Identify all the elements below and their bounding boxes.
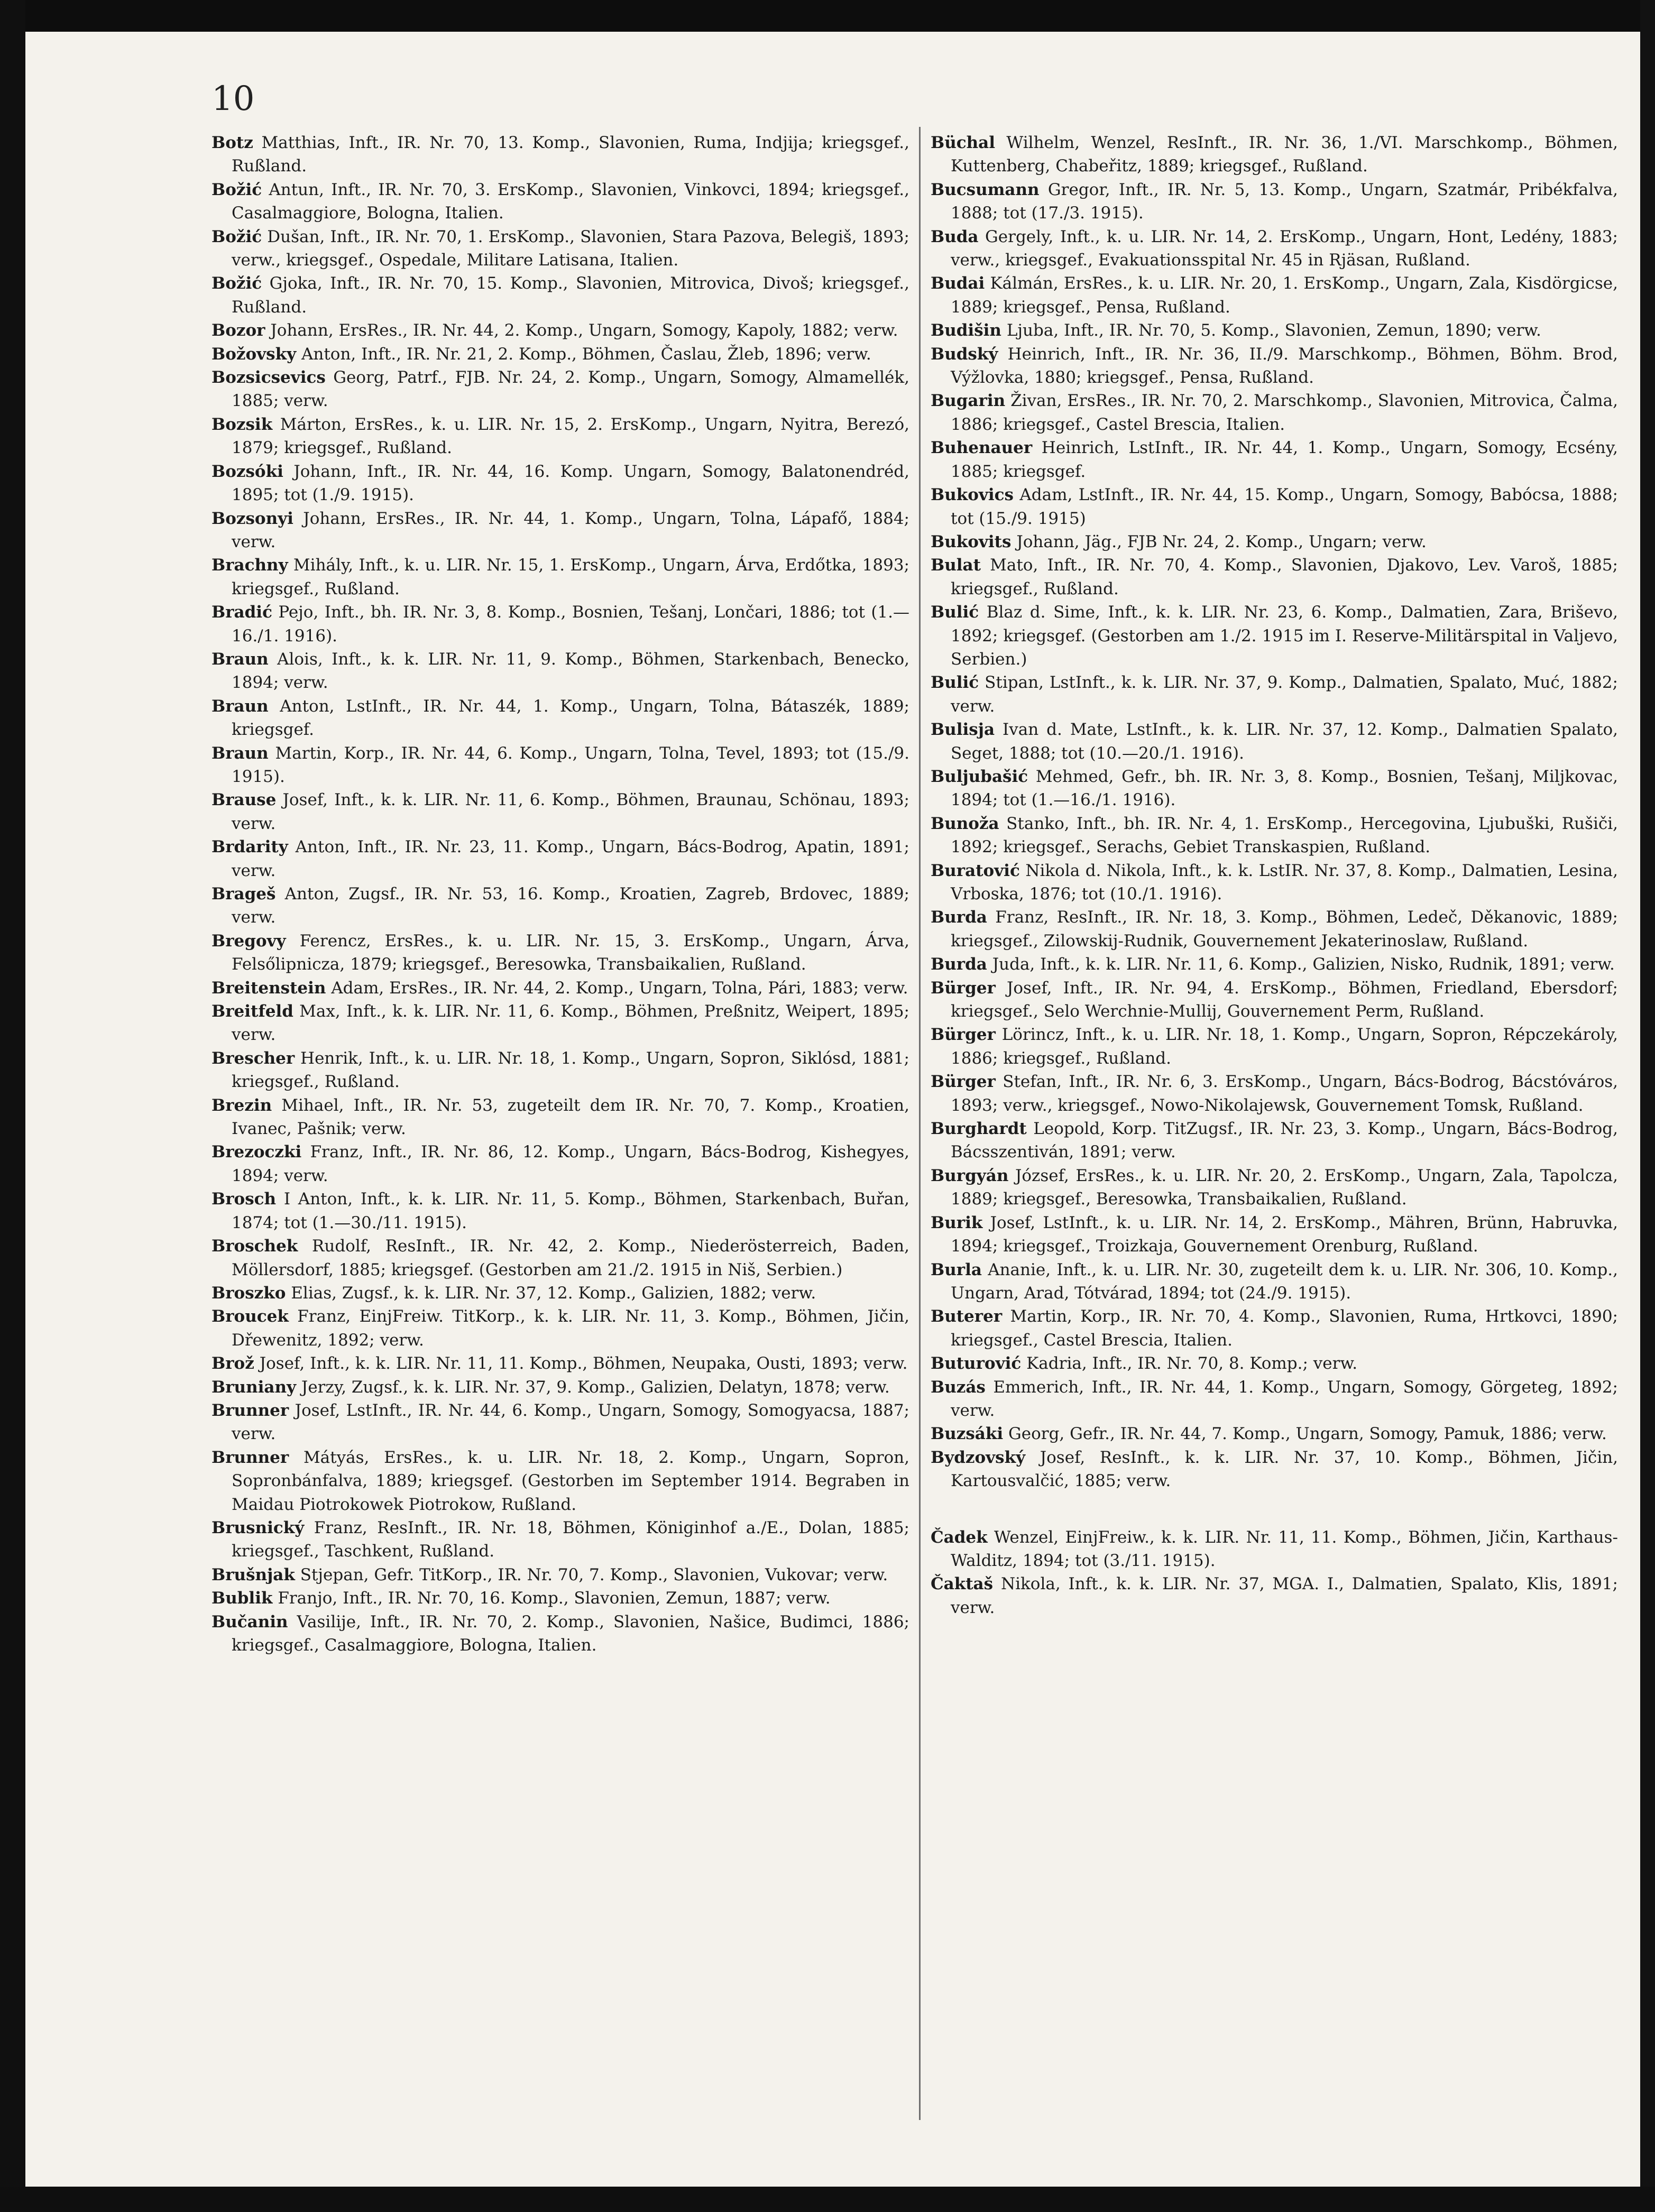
entry-surname: Brezoczki (212, 1142, 302, 1162)
entry-details: Gjoka, Inft., IR. Nr. 70, 15. Komp., Slavonien, Mitrovica, Divoš; kriegsgef., Rußland. (232, 274, 909, 317)
entry-surname: Brož (212, 1354, 254, 1374)
entry-surname: Buda (931, 227, 979, 246)
entry-details: Nikola d. Nikola, Inft., k. k. LstIR. Nr. 37, 8. Komp., Dalmatien, Lesina, Vrboska, 1876; tot (10./1. 1916). (951, 861, 1618, 904)
entry-details: Max, Inft., k. k. LIR. Nr. 11, 6. Komp., Böhmen, Preßnitz, Weipert, 1895; verw. (232, 1002, 909, 1045)
list-entry (212, 272, 909, 319)
entry-surname: Brdarity (212, 837, 288, 857)
list-entry (212, 601, 909, 648)
entry-surname: Burghardt (931, 1119, 1027, 1139)
list-entry (212, 1352, 909, 1375)
list-entry (212, 788, 909, 835)
list-entry (212, 1399, 909, 1446)
entry-surname: Bürger (931, 1025, 996, 1045)
entry-details: Ananie, Inft., k. u. LIR. Nr. 30, zugeteilt dem k. u. LIR. Nr. 306, 10. Komp., Ungarn, Arad, Tótvárad, 1894; tot (24./9. 1915). (951, 1260, 1618, 1303)
entry-surname: Breitenstein (212, 978, 326, 998)
entry-surname: Budišin (931, 321, 1001, 340)
entry-details: Kadria, Inft., IR. Nr. 70, 8. Komp.; verw. (1026, 1354, 1358, 1374)
entry-details: Mihael, Inft., IR. Nr. 53, zugeteilt dem IR. Nr. 70, 7. Komp., Kroatien, Ivanec, Pašnik; verw. (232, 1095, 909, 1139)
entry-surname: Božić (212, 274, 262, 293)
list-entry (931, 1526, 1618, 1573)
entry-details: Henrik, Inft., k. u. LIR. Nr. 18, 1. Komp., Ungarn, Sopron, Siklósd, 1881; kriegsgef., Rußland. (232, 1048, 909, 1092)
entry-details: Franz, Inft., IR. Nr. 86, 12. Komp., Ungarn, Bács-Bodrog, Kishegyes, 1894; verw. (232, 1142, 909, 1185)
entry-surname: Bulisja (931, 720, 995, 740)
entry-surname: Brageš (212, 884, 276, 904)
entry-surname: Brusnický (212, 1518, 305, 1537)
list-entry (931, 1305, 1618, 1352)
entry-details: Johann, Jäg., FJB Nr. 24, 2. Komp., Ungarn; verw. (1016, 532, 1427, 551)
entry-details: Anton, Inft., IR. Nr. 23, 11. Komp., Ungarn, Bács-Bodrog, Apatin, 1891; verw. (232, 837, 909, 880)
entry-details: Stjepan, Gefr. TitKorp., IR. Nr. 70, 7. Komp., Slavonien, Vukovar; verw. (300, 1565, 888, 1584)
list-entry (931, 718, 1618, 765)
entry-details: Pejo, Inft., bh. IR. Nr. 3, 8. Komp., Bosnien, Tešanj, Lončari, 1886; tot (1.—16./1. 1916). (232, 603, 909, 646)
list-entry (212, 929, 909, 976)
entry-surname: Buzsáki (931, 1424, 1004, 1444)
list-entry (931, 1376, 1618, 1423)
list-entry (212, 1305, 909, 1352)
entry-surname: Bydzovský (931, 1448, 1026, 1467)
entry-details: Kálmán, ErsRes., k. u. LIR. Nr. 20, 1. ErsKomp., Ungarn, Zala, Kisdörgicse, 1889; kriegsgef., Pensa, Rußland. (951, 274, 1618, 317)
list-entry (212, 178, 909, 225)
column-divider (919, 127, 921, 2120)
entry-surname: Buljubašić (931, 767, 1028, 786)
entry-details: Rudolf, ResInft., IR. Nr. 42, 2. Komp., Niederösterreich, Baden, Möllersdorf, 1885; kriegsgef. (Gestorben am 21./2. 1915 in Niš, Serbien.) (232, 1237, 909, 1279)
list-entry (931, 483, 1618, 530)
list-entry (931, 1258, 1618, 1305)
list-entry (212, 1516, 909, 1563)
entry-details: Wilhelm, Wenzel, ResInft., IR. Nr. 36, 1./VI. Marschkomp., Böhmen, Kuttenberg, Chabeřitz, 1889; kriegsgef., Rußland. (951, 133, 1618, 176)
scan-border-bottom (0, 2187, 1655, 2212)
entry-details: Lörincz, Inft., k. u. LIR. Nr. 18, 1. Komp., Ungarn, Sopron, Répczekároly, 1886; kriegsgef., Rußland. (951, 1025, 1618, 1068)
entry-details: Mehmed, Gefr., bh. IR. Nr. 3, 8. Komp., Bosnien, Tešanj, Miljkovac, 1894; tot (1.—16./1. 1916). (951, 767, 1618, 810)
list-entry (212, 1047, 909, 1094)
list-entry (931, 812, 1618, 859)
entry-details: Franz, ResInft., IR. Nr. 18, Böhmen, Königinhof a./E., Dolan, 1885; kriegsgef., Taschkent, Rußland. (232, 1518, 909, 1561)
entry-surname: Burda (931, 908, 987, 927)
list-entry (212, 1587, 909, 1610)
entry-details: Anton, LstInft., IR. Nr. 44, 1. Komp., Ungarn, Tolna, Bátaszék, 1889; kriegsgef. (232, 696, 909, 740)
list-entry (212, 835, 909, 882)
entry-surname: Braun (212, 649, 269, 669)
entry-details: Josef, Inft., k. k. LIR. Nr. 11, 6. Komp., Böhmen, Braunau, Schönau, 1893; verw. (232, 790, 909, 833)
list-entry (212, 882, 909, 929)
entry-surname: Broucek (212, 1307, 289, 1326)
list-entry (931, 1422, 1618, 1445)
entry-details: Heinrich, LstInft., IR. Nr. 44, 1. Komp., Ungarn, Somogy, Ecsény, 1885; kriegsgef. (951, 438, 1618, 481)
entry-details: József, ErsRes., k. u. LIR. Nr. 20, 2. ErsKomp., Ungarn, Zala, Tapolcza, 1889; kriegsgef., Beresowka, Transbaikalien, Rußland. (951, 1166, 1618, 1209)
list-entry (931, 1164, 1618, 1211)
entry-surname: Bozor (212, 321, 265, 340)
entry-surname: Božić (212, 227, 262, 246)
entry-details: Vasilije, Inft., IR. Nr. 70, 2. Komp., Slavonien, Našice, Budimci, 1886; kriegsgef., Casalmaggiore, Bologna, Italien. (232, 1612, 909, 1655)
list-entry (931, 953, 1618, 976)
entry-surname: Buturović (931, 1354, 1022, 1374)
entry-surname: Bukovics (931, 485, 1014, 505)
entry-details: Ferencz, ErsRes., k. u. LIR. Nr. 15, 3. ErsKomp., Ungarn, Árva, Felsőlipnicza, 1879; kriegsgef., Beresowka, Transbaikalien, Rußland. (232, 931, 909, 974)
entry-details: Gregor, Inft., IR. Nr. 5, 13. Komp., Ungarn, Szatmár, Pribékfalva, 1888; tot (17./3. 1915). (951, 180, 1618, 223)
entry-surname: Botz (212, 133, 253, 152)
list-entry (212, 1140, 909, 1187)
list-entry (931, 436, 1618, 483)
list-entry (212, 1094, 909, 1141)
list-entry (212, 1376, 909, 1399)
entry-details: Blaz d. Sime, Inft., k. k. LIR. Nr. 23, 6. Komp., Dalmatien, Zara, Briševo, 1892; kriegsgef. (Gestorben am 1./2. 1915 im I. Reserve-Militärspital in Valjevo, Serbien.) (951, 603, 1618, 669)
list-entry (931, 859, 1618, 906)
entry-details: Anton, Inft., IR. Nr. 21, 2. Komp., Böhmen, Časlau, Žleb, 1896; verw. (301, 344, 871, 364)
entry-details: Nikola, Inft., k. k. LIR. Nr. 37, MGA. I., Dalmatien, Spalato, Klis, 1891; verw. (951, 1574, 1618, 1617)
entry-surname: Brezin (212, 1095, 272, 1115)
entry-details: Martin, Korp., IR. Nr. 44, 6. Komp., Ungarn, Tolna, Tevel, 1893; tot (15./9. 1915). (232, 743, 909, 786)
entry-surname: Burla (931, 1260, 982, 1279)
entry-details: Stefan, Inft., IR. Nr. 6, 3. ErsKomp., Ungarn, Bács-Bodrog, Bácstóváros, 1893; verw., kriegsgef., Nowo-Nikolajewsk, Gouvernement Tomsk, Rußland. (951, 1072, 1618, 1115)
entry-surname: Božovsky (212, 344, 297, 364)
entry-details: Mihály, Inft., k. u. LIR. Nr. 15, 1. ErsKomp., Ungarn, Árva, Erdőtka, 1893; kriegsgef., Rußland. (232, 556, 909, 598)
entry-details: Jerzy, Zugsf., k. k. LIR. Nr. 37, 9. Komp., Galizien, Delatyn, 1878; verw. (301, 1377, 890, 1397)
entry-surname: Bucsumann (931, 180, 1040, 199)
list-entry (931, 976, 1618, 1024)
entry-details: Leopold, Korp. TitZugsf., IR. Nr. 23, 3. Komp., Ungarn, Bács-Bodrog, Bácsszentiván, 1891; verw. (951, 1119, 1618, 1162)
list-entry (931, 554, 1618, 601)
entry-details: Georg, Patrf., FJB. Nr. 24, 2. Komp., Ungarn, Somogy, Almamellék, 1885; verw. (232, 368, 909, 411)
entry-surname: Burik (931, 1213, 983, 1232)
list-entry (931, 906, 1618, 953)
entry-surname: Braun (212, 743, 269, 763)
entry-details: Juda, Inft., k. k. LIR. Nr. 11, 6. Komp., Galizien, Nisko, Rudnik, 1891; verw. (992, 955, 1615, 974)
entry-surname: Brescher (212, 1048, 295, 1068)
page-number: 10 (212, 79, 255, 118)
list-entry (212, 460, 909, 507)
entry-details: Anton, Zugsf., IR. Nr. 53, 16. Komp., Kroatien, Zagreb, Brdovec, 1889; verw. (232, 884, 909, 927)
entry-details: Elias, Zugsf., k. k. LIR. Nr. 37, 12. Komp., Galizien, 1882; verw. (291, 1283, 816, 1303)
scan-border-right (1640, 0, 1655, 2212)
entry-surname: Bučanin (212, 1612, 288, 1632)
list-entry (212, 976, 909, 1000)
entry-surname: Bürger (931, 1072, 996, 1092)
entry-details: Stanko, Inft., bh. IR. Nr. 4, 1. ErsKomp., Hercegovina, Ljubuški, Rušiči, 1892; kriegsgef., Serachs, Gebiet Transkaspien, Rußland. (951, 814, 1618, 857)
entry-details: Ljuba, Inft., IR. Nr. 70, 5. Komp., Slavonien, Zemun, 1890; verw. (1006, 321, 1541, 340)
list-entry (212, 1563, 909, 1587)
scan-border-top (0, 0, 1655, 32)
entry-details: Stipan, LstInft., k. k. LIR. Nr. 37, 9. Komp., Dalmatien, Spalato, Muć, 1882; verw. (951, 673, 1618, 716)
entry-surname: Brunner (212, 1400, 289, 1420)
entry-surname: Burgyán (931, 1166, 1009, 1185)
entry-surname: Broschek (212, 1237, 298, 1256)
entry-surname: Bozsonyi (212, 509, 293, 528)
entry-details: Živan, ErsRes., IR. Nr. 70, 2. Marschkomp., Slavonien, Mitrovica, Čalma, 1886; kriegsgef., Castel Brescia, Italien. (951, 391, 1618, 434)
entry-details: Johann, Inft., IR. Nr. 44, 16. Komp. Ungarn, Somogy, Balatonendréd, 1895; tot (1./9. 1915). (232, 462, 909, 505)
entry-surname: Burda (931, 955, 987, 974)
list-entry (212, 366, 909, 413)
entry-surname: Büchal (931, 133, 996, 152)
list-entry (931, 1117, 1618, 1164)
entry-details: Emmerich, Inft., IR. Nr. 44, 1. Komp., Ungarn, Somogy, Görgeteg, 1892; verw. (951, 1377, 1618, 1420)
entry-surname: Bregovy (212, 931, 286, 951)
entry-surname: Braun (212, 696, 269, 716)
entry-details: Márton, ErsRes., k. u. LIR. Nr. 15, 2. ErsKomp., Ungarn, Nyitra, Berezó, 1879; kriegsgef., Rußland. (232, 414, 909, 458)
entry-surname: Buterer (931, 1307, 1003, 1326)
entry-details: Franz, ResInft., IR. Nr. 18, 3. Komp., Böhmen, Ledeč, Děkanovic, 1889; kriegsgef., Zilowskij-Rudnik, Gouvernement Jekaterinoslaw, Rußland. (951, 908, 1618, 951)
entry-surname: Bürger (931, 978, 996, 998)
entry-surname: Bozsóki (212, 462, 283, 481)
list-entry (931, 1352, 1618, 1375)
right-column (931, 131, 1618, 2119)
entry-details: Dušan, Inft., IR. Nr. 70, 1. ErsKomp., Slavonien, Stara Pazova, Belegiš, 1893; verw., kriegsgef., Ospedale, Militare Latisana, Italien. (232, 227, 909, 270)
entry-surname: Brosch (212, 1190, 277, 1209)
list-entry (212, 1446, 909, 1516)
entry-surname: Buhenauer (931, 438, 1033, 458)
list-entry (212, 1234, 909, 1282)
entry-surname: Bruniany (212, 1377, 297, 1397)
entry-surname: Bublik (212, 1589, 273, 1608)
entry-surname: Bozsik (212, 414, 273, 434)
entry-surname: Bradić (212, 603, 272, 622)
entry-surname: Bulat (931, 556, 981, 575)
entry-details: Ivan d. Mate, LstInft., k. k. LIR. Nr. 37, 12. Komp., Dalmatien Spalato, Seget, 1888; tot (10.—20./1. 1916). (951, 720, 1618, 763)
entry-details: Josef, LstInft., IR. Nr. 44, 6. Komp., Ungarn, Somogy, Somogyacsa, 1887; verw. (232, 1400, 909, 1444)
list-entry (931, 131, 1618, 178)
entry-details: Josef, Inft., IR. Nr. 94, 4. ErsKomp., Böhmen, Friedland, Ebersdorf; kriegsgef., Selo Werchnie-Mullij, Gouvernement Perm, Rußland. (951, 978, 1618, 1021)
entry-surname: Buzás (931, 1377, 986, 1397)
entry-surname: Bugarin (931, 391, 1006, 411)
list-entry (212, 319, 909, 342)
entry-surname: Bunoža (931, 814, 999, 833)
entry-details: Antun, Inft., IR. Nr. 70, 3. ErsKomp., Slavonien, Vinkovci, 1894; kriegsgef., Casalmaggiore, Bologna, Italien. (232, 180, 909, 223)
entry-details: I Anton, Inft., k. k. LIR. Nr. 11, 5. Komp., Böhmen, Starkenbach, Buřan, 1874; tot (1.—30./11. 1915). (232, 1190, 909, 1232)
list-entry (212, 131, 909, 178)
list-entry (212, 1282, 909, 1305)
list-entry (931, 1023, 1618, 1070)
entry-details: Mato, Inft., IR. Nr. 70, 4. Komp., Slavonien, Djakovo, Lev. Varoš, 1885; kriegsgef., Rußland. (951, 556, 1618, 598)
entry-surname: Breitfeld (212, 1002, 293, 1021)
entry-details: Mátyás, ErsRes., k. u. LIR. Nr. 18, 2. Komp., Ungarn, Sopron, Sopronbánfalva, 1889; kriegsgef. (Gestorben im September 1914. Begraben in Maidau Piotrokowek Piotrokow, Rußland. (232, 1448, 909, 1514)
entry-details: Josef, Inft., k. k. LIR. Nr. 11, 11. Komp., Böhmen, Neupaka, Ousti, 1893; verw. (259, 1354, 908, 1374)
entry-details: Josef, LstInft., k. u. LIR. Nr. 14, 2. ErsKomp., Mähren, Brünn, Habruvka, 1894; kriegsgef., Troizkaja, Gouvernement Orenburg, Rußland. (951, 1213, 1618, 1256)
entry-surname: Buratović (931, 861, 1020, 880)
entry-surname: Bulić (931, 673, 979, 693)
list-entry (212, 343, 909, 366)
list-entry (212, 507, 909, 554)
entry-details: Franz, EinjFreiw. TitKorp., k. k. LIR. Nr. 11, 3. Komp., Böhmen, Jičin, Dřewenitz, 1892; verw. (232, 1307, 909, 1350)
list-entry (212, 695, 909, 742)
list-entry (212, 413, 909, 460)
entry-surname: Broszko (212, 1283, 286, 1303)
list-entry (931, 671, 1618, 718)
entry-details: Adam, ErsRes., IR. Nr. 44, 2. Komp., Ungarn, Tolna, Pári, 1883; verw. (331, 978, 908, 998)
entry-surname: Bozsicsevics (212, 368, 326, 388)
list-entry (212, 1610, 909, 1657)
entry-surname: Budský (931, 344, 998, 364)
entry-surname: Brause (212, 790, 277, 810)
list-entry (931, 1446, 1618, 1493)
entry-details: Franjo, Inft., IR. Nr. 70, 16. Komp., Slavonien, Zemun, 1887; verw. (278, 1589, 831, 1608)
entry-surname: Čadek (931, 1527, 988, 1547)
entry-details: Heinrich, Inft., IR. Nr. 36, II./9. Marschkomp., Böhmen, Böhm. Brod, Výžlovka, 1880; kriegsgef., Pensa, Rußland. (951, 344, 1618, 388)
entry-details: Matthias, Inft., IR. Nr. 70, 13. Komp., Slavonien, Ruma, Indjija; kriegsgef., Rußland. (232, 133, 909, 176)
list-entry (931, 765, 1618, 812)
entry-details: Alois, Inft., k. k. LIR. Nr. 11, 9. Komp., Böhmen, Starkenbach, Benecko, 1894; verw. (232, 649, 909, 693)
entry-details: Adam, LstInft., IR. Nr. 44, 15. Komp., Ungarn, Somogy, Babócsa, 1888; tot (15./9. 1915) (951, 485, 1618, 528)
list-entry (212, 554, 909, 601)
list-entry (212, 225, 909, 272)
entry-surname: Bulić (931, 603, 979, 622)
list-entry (931, 530, 1618, 554)
entry-details: Josef, ResInft., k. k. LIR. Nr. 37, 10. Komp., Böhmen, Jičin, Kartousvalčić, 1885; verw. (951, 1448, 1618, 1491)
list-entry (931, 272, 1618, 319)
entry-details: Wenzel, EinjFreiw., k. k. LIR. Nr. 11, 11. Komp., Böhmen, Jičin, Karthaus-Walditz, 1894; tot (3./11. 1915). (951, 1527, 1618, 1570)
entry-surname: Božić (212, 180, 262, 199)
list-entry (931, 225, 1618, 272)
entry-surname: Čaktaš (931, 1574, 994, 1594)
entry-details: Johann, ErsRes., IR. Nr. 44, 2. Komp., Ungarn, Somogy, Kapoly, 1882; verw. (270, 321, 898, 340)
list-entry (931, 178, 1618, 225)
left-column (212, 131, 909, 2119)
list-entry (212, 648, 909, 695)
list-entry (212, 1187, 909, 1234)
entry-details: Gergely, Inft., k. u. LIR. Nr. 14, 2. ErsKomp., Ungarn, Hont, Ledény, 1883; verw., kriegsgef., Evakuationsspital Nr. 45 in Rjäsan, Rußland. (951, 227, 1618, 270)
list-entry (212, 742, 909, 789)
entry-surname: Budai (931, 274, 985, 293)
list-entry (931, 1572, 1618, 1619)
scan-border-left (0, 0, 25, 2212)
list-entry (212, 1000, 909, 1047)
list-entry (931, 601, 1618, 671)
entry-surname: Bukovits (931, 532, 1012, 551)
entry-details: Martin, Korp., IR. Nr. 70, 4. Komp., Slavonien, Ruma, Hrtkovci, 1890; kriegsgef., Castel Brescia, Italien. (951, 1307, 1618, 1350)
list-entry (931, 1211, 1618, 1258)
list-entry (931, 389, 1618, 436)
entry-surname: Brušnjak (212, 1565, 295, 1584)
entry-details: Georg, Gefr., IR. Nr. 44, 7. Komp., Ungarn, Somogy, Pamuk, 1886; verw. (1008, 1424, 1607, 1444)
entry-details: Johann, ErsRes., IR. Nr. 44, 1. Komp., Ungarn, Tolna, Lápafő, 1884; verw. (232, 509, 909, 551)
list-entry (931, 343, 1618, 390)
list-entry (931, 1070, 1618, 1117)
entry-surname: Brachny (212, 556, 288, 575)
entry-surname: Brunner (212, 1448, 289, 1467)
list-entry (931, 319, 1618, 342)
